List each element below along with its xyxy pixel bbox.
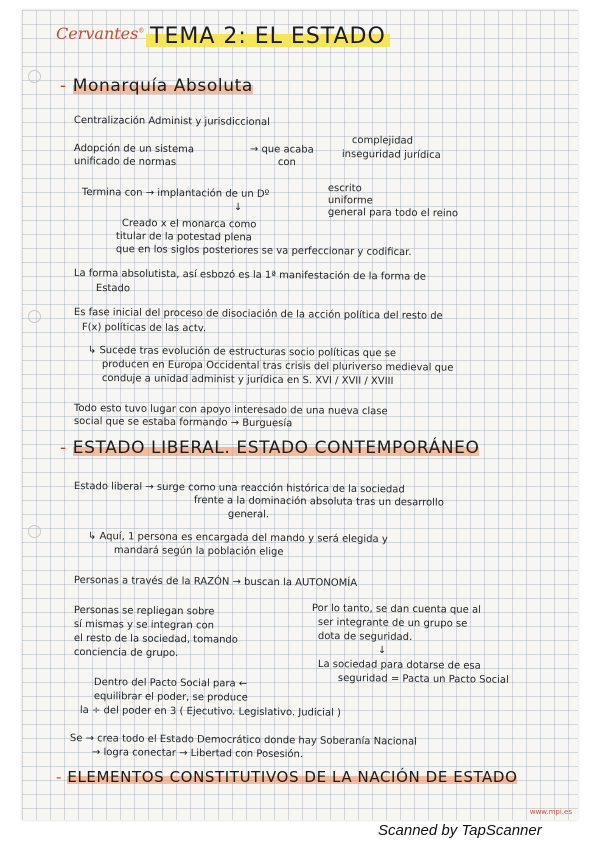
note-line: Por lo tanto, se dan cuenta que al bbox=[311, 602, 481, 616]
note-line: sí mismas y se integran con bbox=[73, 618, 215, 632]
punch-hole bbox=[28, 525, 41, 538]
heading-dash: - bbox=[60, 76, 67, 96]
note-line: titular de la potestad plena bbox=[115, 230, 252, 244]
note-line: conduje a unidad administ y jurídica en S. XVI / XVII / XVIII bbox=[101, 372, 394, 388]
note-line: producen en Europa Occidental tras crisis del pluriverso medieval que bbox=[101, 358, 454, 374]
note-line: seguridad = Pacta un Pacto Social bbox=[337, 672, 509, 686]
section-heading-elementos bbox=[56, 768, 517, 786]
note-line: Centralización Administ y jurisdiccional bbox=[73, 114, 270, 129]
section-heading-monarquia bbox=[60, 76, 253, 96]
note-line: dota de seguridad. bbox=[317, 630, 413, 643]
note-line: Termina con → implantación de un Dº bbox=[81, 186, 270, 200]
note-line: equilibrar el poder, se produce bbox=[93, 690, 248, 704]
note-line: ser integrante de un grupo se bbox=[317, 616, 468, 630]
note-line: que en los siglos posteriores se va perfeccionar y codificar. bbox=[115, 243, 412, 259]
note-line: → que acaba bbox=[249, 143, 314, 156]
note-line: ↳ Sucede tras evolución de estructuras socio políticas que se bbox=[87, 344, 397, 360]
note-line: Creado x el monarca como bbox=[121, 217, 257, 231]
note-line: general para todo el reino bbox=[327, 206, 459, 220]
note-line: unificado de normas bbox=[73, 155, 177, 169]
note-line: escrito bbox=[327, 182, 362, 195]
note-line: La forma absolutista, así esbozó es la 1ª manifestación de la forma de bbox=[73, 267, 426, 283]
punch-hole bbox=[28, 310, 41, 323]
note-line: Adopción de un sistema bbox=[73, 142, 195, 156]
note-line: Se → crea todo el Estado Democrático donde hay Soberanía Nacional bbox=[69, 732, 417, 748]
note-line: conciencia de grupo. bbox=[73, 646, 179, 660]
heading-text: Monarquía Absoluta bbox=[72, 76, 253, 96]
punch-hole bbox=[28, 70, 41, 83]
note-line: inseguridad jurídica bbox=[341, 148, 441, 162]
note-line: Todo esto tuvo lugar con apoyo interesado de una nueva clase bbox=[73, 402, 388, 418]
note-line: Es fase inicial del proceso de disociación de la acción política del resto de bbox=[73, 306, 443, 322]
note-line: F(x) políticas de las actv. bbox=[81, 321, 207, 335]
note-line: Dentro del Pacto Social para ← bbox=[93, 676, 248, 690]
note-line: Estado liberal → surge como una reacción histórica de la sociedad bbox=[73, 480, 405, 496]
note-line: ↓ bbox=[233, 201, 243, 214]
note-line: la ÷ del poder en 3 ( Ejecutivo. Legislativo. Judicial ) bbox=[79, 704, 342, 719]
note-line: La sociedad para dotarse de esa bbox=[317, 658, 481, 672]
footer-stamp: www.mpi.es bbox=[529, 808, 572, 816]
note-line: ↳ Aquí, 1 persona es encargada del mando y será elegida y bbox=[87, 530, 388, 546]
note-line: ↓ bbox=[377, 644, 387, 657]
heading-text: ELEMENTOS CONSTITUTIVOS DE LA NACIÓN DE ESTADO bbox=[67, 768, 518, 786]
note-line: Personas se repliegan sobre bbox=[73, 604, 215, 618]
note-line: uniforme bbox=[327, 194, 373, 207]
note-line: complejidad bbox=[351, 134, 414, 147]
note-line: → logra conectar → Libertad con Posesión. bbox=[91, 746, 304, 761]
page-title: TEMA 2: EL ESTADO bbox=[146, 24, 390, 49]
heading-dash: - bbox=[60, 438, 67, 458]
note-line: Personas a través de la RAZÓN → buscan la AUTONOMÍA bbox=[73, 574, 358, 589]
note-line: frente a la dominación absoluta tras un desarrollo bbox=[193, 494, 444, 509]
note-line: social que se estaba formando → Burguesía bbox=[73, 415, 293, 430]
scanner-watermark: Scanned by TapScanner bbox=[378, 822, 542, 839]
section-heading-estado-liberal bbox=[60, 438, 479, 458]
heading-text: ESTADO LIBERAL. ESTADO CONTEMPORÁNEO bbox=[72, 438, 480, 458]
note-line: mandará según la población elige bbox=[113, 544, 284, 558]
note-line: Estado bbox=[95, 282, 131, 295]
note-line: general. bbox=[227, 508, 270, 521]
notebook-page bbox=[22, 10, 578, 820]
heading-dash: - bbox=[56, 768, 63, 786]
note-line: con bbox=[277, 156, 296, 169]
note-line: el resto de la sociedad, tomando bbox=[73, 632, 238, 646]
cervantes-logo: Cervantes® bbox=[56, 24, 145, 43]
